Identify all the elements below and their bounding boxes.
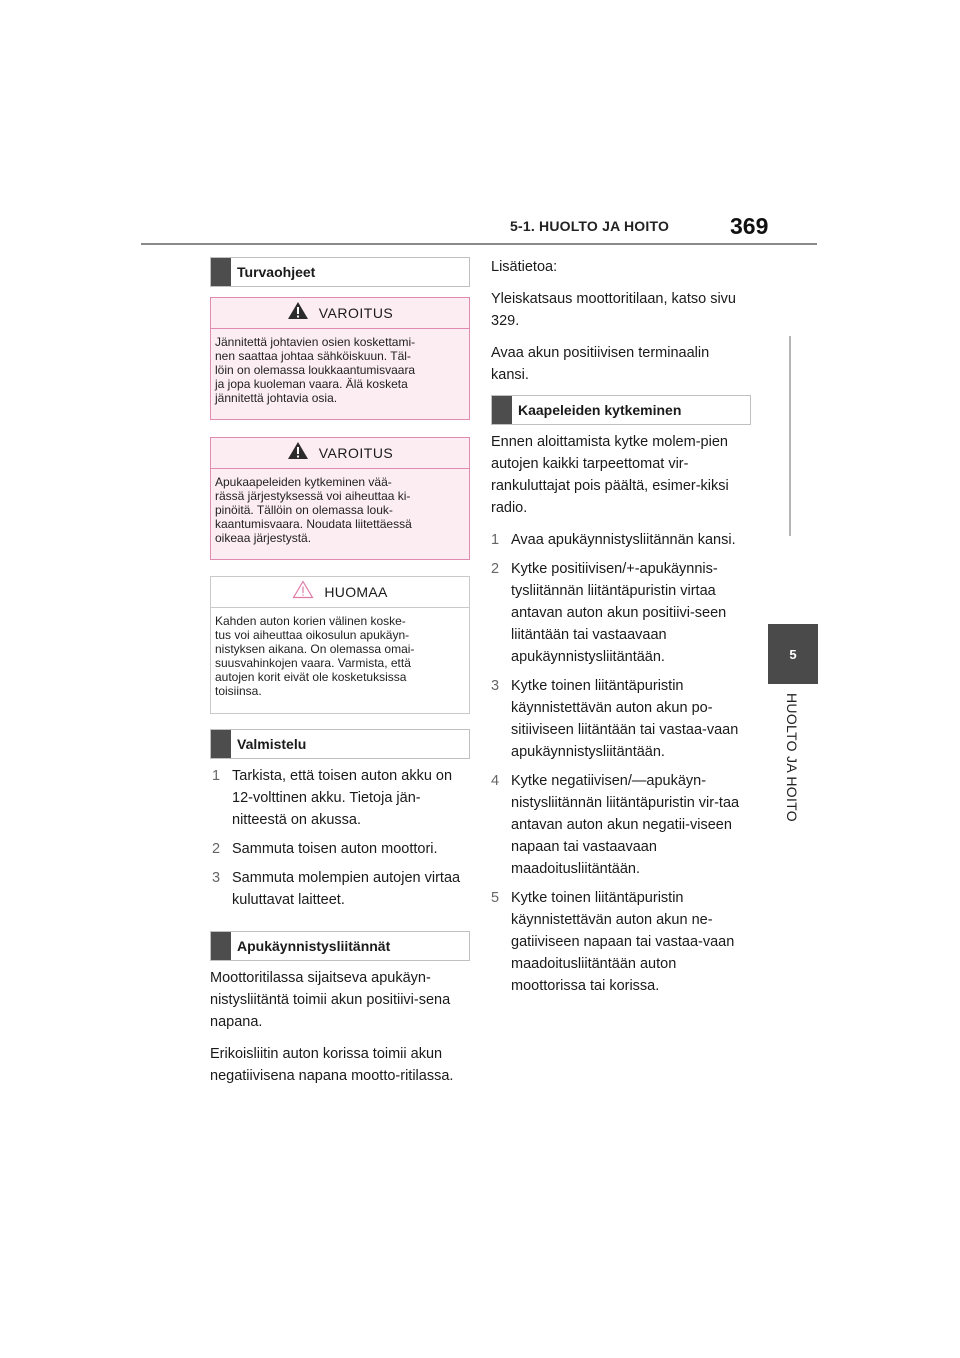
note-title: HUOMAA [324,584,388,600]
step-number: 1 [212,768,221,784]
paragraph: Ennen aloittamista kytke molem-pien autojen kaikki tarpeettomat vir-rankuluttajat pois päältä, esimer-kiksi radio. [491,434,729,516]
prep-steps [212,765,468,918]
heading-bar [211,730,231,758]
caution-icon [292,580,314,604]
step-item [212,867,468,911]
warning-box-1 [210,297,470,420]
step-text: Kytke negatiivisen/—apukäyn-nistysliitännän liitäntäpuristin vir-taa antavan auton akun negatii-viseen napaan tai vastaavaan maadoitusliitäntään. [511,773,740,877]
paragraph: Erikoisliitin auton korissa toimii akun negatiivisena napana mootto-ritilassa. [210,1046,454,1084]
connect-heading [491,395,751,425]
step-text: Kytke toinen liitäntäpuristin käynnistettävän auton akun po-sitiiviseen liitäntään tai vastaa-vaan apukäynnistysliitäntään. [511,678,739,760]
warning-icon [287,441,309,465]
step-item [491,558,749,668]
paragraph: Yleiskatsaus moottoritilaan, katso sivu 329. [491,291,736,329]
step-number: 1 [491,532,500,548]
step-text: Tarkista, että toisen auton akku on 12-volttinen akku. Tietoja jän-nitteestä on akussa. [232,768,453,828]
jump-paragraphs [210,967,468,1097]
warning-title: VAROITUS [318,445,394,461]
heading-bar [211,258,231,286]
step-number: 2 [212,841,221,857]
step-text: Sammuta molempien autojen virtaa kuluttavat laitteet. [232,870,461,908]
paragraph: Moottoritilassa sijaitseva apukäyn-nistysliitäntä toimii akun positiivi-sena napana. [210,970,451,1030]
paragraph: Avaa akun positiivisen terminaalin kansi. [491,345,710,383]
warning-box-2 [210,437,470,560]
step-text: Kytke positiivisen/+-apukäynnis-tysliitännän liitäntäpuristin virtaa antavan auton akun positiivi-seen liitäntään tai vastaavaan apukäynnistysliitäntään. [511,561,727,665]
step-text: Sammuta toisen auton moottori. [232,841,438,857]
step-number: 3 [491,678,500,694]
warning-text: Jännitettä johtavien osien koskettami- nen saattaa johtaa sähköiskuun. Täl- löin on olemassa loukkaantumisvaara ja jopa kuoleman vaara. Älä kosketa jännitettä johtavia osia. [215,335,416,405]
note-box [210,576,470,714]
header-rule [141,243,817,245]
connect-section [491,431,749,1004]
safety-heading-text: Turvaohjeet [237,264,316,280]
step-number: 5 [491,890,500,906]
step-number: 4 [491,773,500,789]
section-title: 5-1. HUOLTO JA HOITO [510,218,670,234]
safety-heading [210,257,470,287]
note-text: Kahden auton korien välinen koske- tus voi aiheuttaa oikosulun apukäyn- nistyksen aikana. On olemassa omai- suusvahinkojen vaara. Varmista, että autojen korit eivät ole kosketuksissa toisiinsa. [215,614,415,698]
step-number: 3 [212,870,221,886]
connect-heading-text: Kaapeleiden kytkeminen [518,402,682,418]
warning-title: VAROITUS [318,305,394,321]
page-number: 369 [730,213,769,239]
chapter-tab: 5 [768,624,818,684]
step-item [491,675,749,763]
warning-icon [287,301,309,325]
prep-heading-text: Valmistelu [237,736,307,752]
chapter-label: HUOLTO JA HOITO [784,693,800,822]
step-item [212,765,468,831]
heading-bar [211,932,231,960]
warning-text: Apukaapeleiden kytkeminen vää- rässä järjestyksessä voi aiheuttaa ki- pinöitä. Tällöin on olemassa louk- kaantumisvaara. Noudata liitettäessä oikeaa järjestystä. [215,475,412,545]
info-paragraphs [491,256,749,396]
step-item [212,838,468,860]
side-rule [789,336,791,536]
jump-heading-text: Apukäynnistysliitännät [237,938,391,954]
step-item [491,529,749,551]
step-item [491,770,749,880]
heading-bar [492,396,512,424]
step-text: Kytke toinen liitäntäpuristin käynnistettävän auton akun ne-gatiiviseen napaan tai vastaa-vaan maadoitusliitäntään auton moottorissa tai korissa. [511,890,735,994]
jump-heading [210,931,470,961]
step-item [491,887,749,997]
step-text: Avaa apukäynnistysliitännän kansi. [511,532,736,548]
prep-heading [210,729,470,759]
paragraph: Lisätietoa: [491,259,558,275]
step-number: 2 [491,561,500,577]
